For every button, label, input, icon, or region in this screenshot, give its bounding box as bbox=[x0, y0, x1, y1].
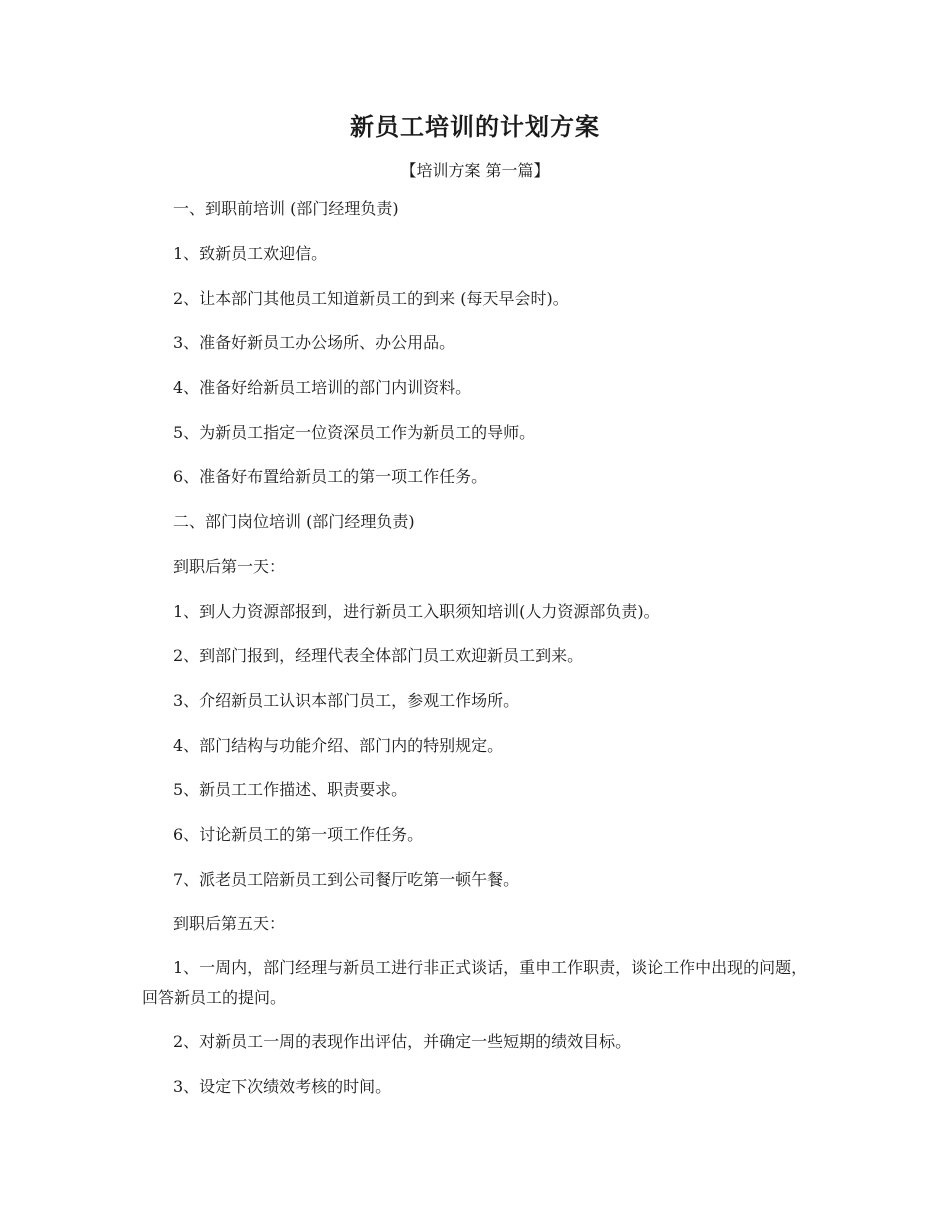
list-item: 5、新员工工作描述、职责要求。 bbox=[173, 780, 408, 799]
list-item: 7、派老员工陪新员工到公司餐厅吃第一顿午餐。 bbox=[173, 870, 520, 889]
list-item: 3、介绍新员工认识本部门员工，参观工作场所。 bbox=[173, 691, 520, 710]
list-item: 2、到部门报到，经理代表全体部门员工欢迎新员工到来。 bbox=[173, 646, 584, 665]
list-item: 1、致新员工欢迎信。 bbox=[173, 244, 328, 263]
document-title: 新员工培训的计划方案 bbox=[350, 112, 600, 141]
subheading: 到职后第五天： bbox=[173, 914, 286, 933]
list-item: 2、让本部门其他员工知道新员工的到来 (每天早会时)。 bbox=[173, 289, 569, 308]
list-item: 3、设定下次绩效考核的时间。 bbox=[173, 1077, 392, 1096]
subheading: 到职后第一天： bbox=[173, 557, 286, 576]
wrapped-paragraph: 1、一周内，部门经理与新员工进行非正式谈话，重申工作职责，谈论工作中出现的问题，回答新员工的提问。 bbox=[142, 958, 808, 1007]
section-heading: 二、部门岗位培训 (部门经理负责) bbox=[173, 512, 415, 531]
document-subtitle: 【培训方案 第一篇】 bbox=[400, 161, 550, 180]
section-heading: 一、到职前培训 (部门经理负责) bbox=[173, 199, 399, 218]
list-item: 4、部门结构与功能介绍、部门内的特别规定。 bbox=[173, 736, 504, 755]
list-item: 6、准备好布置给新员工的第一项工作任务。 bbox=[173, 467, 488, 486]
list-item: 6、讨论新员工的第一项工作任务。 bbox=[173, 825, 424, 844]
list-item: 2、对新员工一周的表现作出评估，并确定一些短期的绩效目标。 bbox=[173, 1032, 632, 1051]
list-item: 1、到人力资源部报到，进行新员工入职须知培训(人力资源部负责)。 bbox=[173, 602, 660, 621]
list-item: 4、准备好给新员工培训的部门内训资料。 bbox=[173, 378, 472, 397]
list-item: 5、为新员工指定一位资深员工作为新员工的导师。 bbox=[173, 423, 536, 442]
list-item: 3、准备好新员工办公场所、办公用品。 bbox=[173, 333, 456, 352]
